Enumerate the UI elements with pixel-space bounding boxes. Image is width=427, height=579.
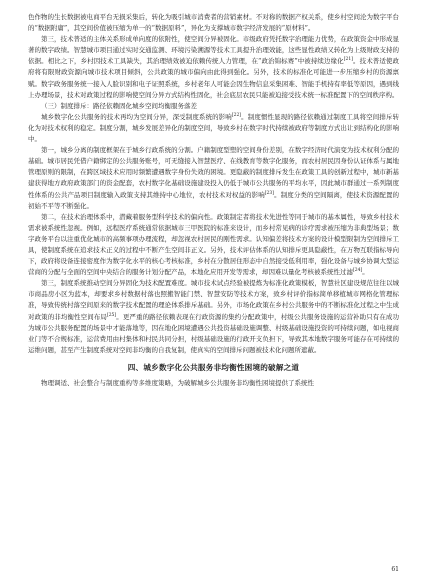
citation-25: [25] (106, 312, 117, 318)
subsection-heading-3 (28, 101, 399, 112)
paragraph-6-text-cont: 。更严重的路径依赖表现在行政资源的集约分配政策中，村级公共服务设施的运营补助只有在成功为城市公共服务配置的场景中才能落地等，因在地化困境遭遇公共投资基础设施调整、村级基础设施投资的可持续问题，如电视商业门等不合规标准，运营费用由村集体和村民共同分担，村级基础设施的行政开支负担下，导致其本地数字服务可能存在可持续的运维问题，甚至产生制度系统对空间非均衡的自我复制，使真实的空间排斥问题被技术化问题所遮蔽。 (28, 312, 400, 354)
citation-24: [24] (353, 268, 363, 273)
paragraph-7 (28, 378, 399, 389)
paragraph-3-text-cont: 。制度惯性显现的路径依赖通过制度工具将空间排斥转化为对技术权利的稳定。制度分割，城乡发展差异化的制度空间，导致乡村在数字时代持续被政府等制度方式出让到结构化的影响中。 (28, 112, 400, 144)
paragraph-6-text: 第三，制度系统推动空间分异固化为技术配置难度。城市技术试点经验被提炼为标准化政策模板，智慧社区建设规范往往以城市商品房小区为蓝本，却要求乡村数据村落也照搬智能门禁、智慧安防等技术方案，致乡村评价指标简单移植城市网格化管理标准，导致传统村落空间原来的数字技术配置的理论体系排斥基础。另外，市场化政策在乡村公共服务中的不断标准化过程之中生成对政策的非均衡性空间布局 (28, 279, 399, 321)
citation-23: [23] (264, 190, 275, 196)
citation-22: [22] (231, 112, 242, 118)
page-number: 61 (391, 566, 399, 573)
citation-21: [21] (343, 57, 353, 63)
paragraph-1 (28, 12, 399, 34)
paragraph-1-text: 色作物的生长数据被电商平台无损采集后，转化为吸引城市消费者的营销素材。不对称的数据产权关系，使乡村空间沦为数字平台的“数据附庸”，其空间价值被压缩为单一的“数据原料”，异化为支撑城市数字经济发展的“原材料”。 (28, 13, 399, 33)
paragraph-2-text: 第三，技术普适的主体关系形成单向度的依附性，使空间分异被固化。市级政府凭托数字治理能力优势，在政策资金中形成显著的数字政绩。智慧城市项目通过实时交通监测、环境污染溯源等技术工具提升治理效能，这些显性政绩又转化为上级财政支持的依据。相比之下，乡村因技术工具缺失，其治理绩效被迫依赖传统人力管理，在“政治锦标赛”中被持续边缘化 (28, 35, 399, 66)
paragraph-4 (28, 145, 399, 212)
section-heading-4 (28, 362, 399, 373)
paragraph-5-text-cont: 。 (362, 268, 369, 277)
paragraph-4-text-cont: 。制度分类的空间隔离，使技术资源配置的初始不平等不断强化。 (28, 190, 400, 210)
section-heading-4-text: 四、城乡数字化公共服务非均衡性困境的破解之道 (127, 362, 300, 372)
paragraph-5-text: 第二，在技术治理体系中，潜藏着服务型科学技术的偏向性。政策制定者将技术先进性等同于城市的基本属性，导致乡村技术需求被系统性忽视。例如，远程医疗系统通常依据城市三甲医院的标准来设计，而乡村常见病的诊疗需求被压缩为非典型场景；数字政务平台以注重优化城市的高频事项办理流程，却忽视农村居民的刚性需求。认知偏差将技术方案的设计模型限制为空间排斥工具，使制度系统在追求技术正义的过程中不断产生空间非正义。另外，技术评估体系的认知排斥更具隐蔽性，在万物互联指标导向下，政府将设备连接密度作为数字化水平的核心考核标准，乡村在分散居住形态中自然接受低利用率，强化设备与城乡协调大型运营商的分配与全面的空间中央结合的服务计划分配产品，本地化应用开发等需求，却因难以量化考核被系统性过滤 (28, 212, 399, 277)
paragraph-6 (28, 278, 399, 356)
paragraph-3 (28, 112, 399, 145)
paragraph-2 (28, 34, 399, 101)
paragraph-7-text: 物理调适、社会整合与制度重构等多维度策略，为破解城乡公共服务非均衡性困境提供了系统性 (41, 378, 314, 387)
paragraph-5 (28, 212, 399, 279)
subsection-heading-3-text: （三）制度排斥：路径依赖固化城乡空间均衡服务落差 (41, 101, 197, 110)
paragraph-3-text: 城乡数字化公共服务的技术再均为空间分异，深受制度系统的影响 (41, 112, 232, 121)
paragraph-4-text: 第一，城乡分离的制度框架在于城乡行政系统的分割。户籍制度型塑的空间身份差别，在数字经济时代演变为技术权利分配的基础。城市居民凭借户籍绑定的公共服务账号，可无缝接入智慧医疗、在线教育等数字化服务，而农村居民因身份认证体系与属地管理原则的限制，在跨区域技术应用时频繁遭遇数字身份失效的困境。更隐蔽的制度排斥发生在政策工具的创新过程中，城市新基建获得地方政府政策部门的资金配套，农村数字化基础设施建设投入仍低于城市公共服务的平均水平，因此城市群通过一系列制度性体系的公共产品项目制度输入政策支持其维持中心地位，农村技术对权益的影响 (28, 146, 399, 199)
paragraph-2-text-cont: 。技术普适使政府将有限财政资源向城市技术项目倾斜，公共政策的城市偏向由此得到强化。另外，技术的标准化可能进一步压缩乡村的资源禀赋。数字政务服务统一接入人脸识别和电子证照系统，乡村老年人可能会因生物信息采集困难、智能手机持有率低等原因，遇到线上办理场景，技术对政策过程的影响使空间分异方式结构性固化，社会底层农民只能被迫接受技术统一标准配置下的空间秩序构。 (28, 57, 399, 99)
